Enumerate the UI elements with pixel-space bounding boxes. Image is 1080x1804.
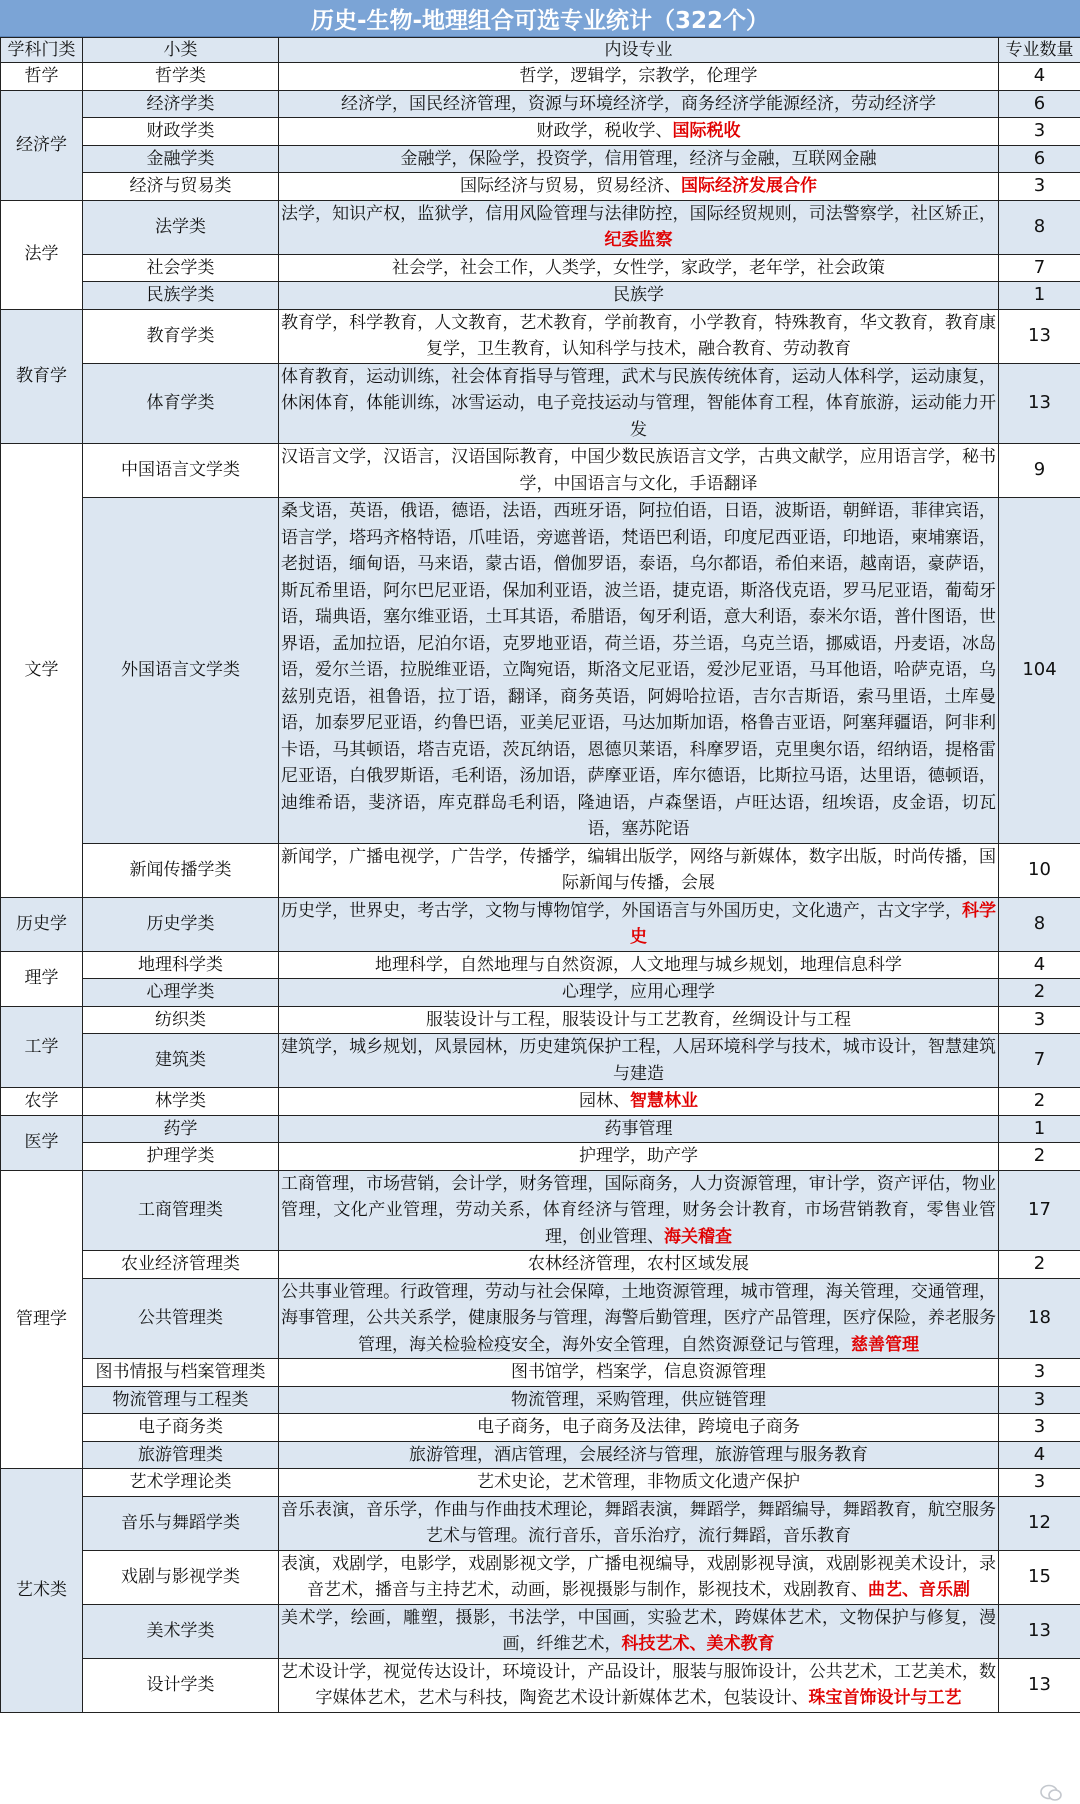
major-text: 药事管理	[604, 1118, 673, 1139]
table-row	[1, 1143, 1080, 1171]
major-text: 图书馆学，档案学，信息资源管理	[511, 1362, 766, 1382]
subcategory-cell: 音乐与舞蹈学类	[83, 1496, 279, 1550]
table-row	[1, 897, 1080, 951]
majors-cell	[279, 979, 999, 1007]
subcategory-cell: 戏剧与影视学类	[83, 1550, 279, 1604]
table-row	[1, 200, 1080, 254]
major-text: 法学，知识产权，监狱学，信用风险管理与法律防控，国际经贸规则，司法警察学，社区矫正，	[281, 203, 996, 224]
subcategory-cell: 心理学类	[83, 979, 279, 1007]
majors-cell	[279, 843, 999, 897]
subcategory-cell: 哲学类	[83, 63, 279, 91]
major-text: 工商管理，市场营销，会计学，财务管理，国际商务，人力资源管理，审计学，资产评估，物业管理，文化产业管理，劳动关系，体育经济与管理，财务会计教育，市场营销教育，零售业管理，创业管理、	[281, 1173, 996, 1247]
majors-cell	[279, 1251, 999, 1279]
table-row	[1, 444, 1080, 498]
subcategory-cell: 图书情报与档案管理类	[83, 1359, 279, 1387]
major-text: 金融学，保险学，投资学，信用管理，经济与金融，互联网金融	[400, 148, 877, 169]
count-cell: 7	[999, 254, 1080, 282]
table-row	[1, 173, 1080, 201]
category-cell: 法学	[1, 200, 83, 309]
major-text: 国际经济与贸易，贸易经济、	[460, 176, 681, 196]
subcategory-cell: 林学类	[83, 1088, 279, 1116]
major-text: 地理科学，自然地理与自然资源，人文地理与城乡规划，地理信息科学	[375, 954, 902, 975]
count-cell: 13	[999, 363, 1080, 444]
table-row	[1, 498, 1080, 844]
table-row	[1, 1006, 1080, 1034]
subcategory-cell: 公共管理类	[83, 1278, 279, 1359]
majors-cell	[279, 444, 999, 498]
major-text: 心理学，应用心理学	[562, 982, 715, 1002]
category-cell: 经济学	[1, 90, 83, 200]
table-row	[1, 118, 1080, 146]
count-cell: 8	[999, 200, 1080, 254]
table-row	[1, 1170, 1080, 1251]
subcategory-cell: 工商管理类	[83, 1170, 279, 1251]
highlighted-major: 纪委监察	[604, 230, 673, 250]
table-row	[1, 1496, 1080, 1550]
category-cell: 哲学	[1, 63, 83, 91]
table-row	[1, 1115, 1080, 1143]
subcategory-cell: 经济与贸易类	[83, 173, 279, 201]
count-cell: 10	[999, 843, 1080, 897]
subcategory-cell: 社会学类	[83, 254, 279, 282]
major-text: 表演，戏剧学，电影学，戏剧影视文学，广播电视编导，戏剧影视导演，戏剧影视美术设计，录音艺术，播音与主持艺术，动画，影视摄影与制作，影视技术，戏剧教育、	[281, 1553, 996, 1600]
count-cell: 3	[999, 1414, 1080, 1442]
subcategory-cell: 地理科学类	[83, 951, 279, 979]
count-cell: 18	[999, 1278, 1080, 1359]
count-cell: 3	[999, 1469, 1080, 1497]
subcategory-cell: 设计学类	[83, 1658, 279, 1712]
majors-cell	[279, 173, 999, 201]
table-row	[1, 1658, 1080, 1712]
majors-cell	[279, 1170, 999, 1251]
category-cell: 理学	[1, 951, 83, 1006]
majors-cell	[279, 63, 999, 91]
count-cell: 17	[999, 1170, 1080, 1251]
count-cell: 3	[999, 1006, 1080, 1034]
major-text: 桑戈语，英语，俄语，德语，法语，西班牙语，阿拉伯语，日语，波斯语，朝鲜语，菲律宾语，语言学，塔玛齐格特语，爪哇语，旁遮普语，梵语巴利语，印度尼西亚语，印地语，柬埔寨语，老挝语，缅甸语，马来语，蒙古语，僧伽罗语，泰语，乌尔都语，希伯来语，越南语，豪萨语，斯瓦希里语，阿尔巴尼亚语，保加利亚语，波兰语，捷克语，斯洛伐克语，罗马尼亚语，葡萄牙语，瑞典语，塞尔维亚语，土耳其语，希腊语，匈牙利语，意大利语，泰米尔语，普什图语，世界语，孟加拉语，尼泊尔语，克罗地亚语，荷兰语，芬兰语，乌克兰语，挪威语，丹麦语，冰岛语，爱尔兰语，拉脱维亚语，立陶宛语，斯洛文尼亚语，爱沙尼亚语，马耳他语，哈萨克语，乌兹别克语，祖鲁语，拉丁语，翻译，商务英语，阿姆哈拉语，吉尔吉斯语，索马里语，土库曼语，加泰罗尼亚语，约鲁巴语，亚美尼亚语，马达加斯加语，格鲁吉亚语，阿塞拜疆语，阿非利卡语，马其顿语，塔吉克语，茨瓦纳语，恩德贝莱语，科摩罗语，克里奥尔语，绍纳语，提格雷尼亚语，白俄罗斯语，毛利语，汤加语，萨摩亚语，库尔德语，比斯拉马语，达里语，德顿语，迪维希语，斐济语，库克群岛毛利语，隆迪语，卢森堡语，卢旺达语，纽埃语，皮金语，切瓦语，塞苏陀语	[281, 501, 996, 839]
count-cell: 4	[999, 951, 1080, 979]
subcategory-cell: 民族学类	[83, 282, 279, 310]
major-statistics-table	[0, 37, 1080, 1713]
subcategory-cell: 财政学类	[83, 118, 279, 146]
category-cell: 教育学	[1, 309, 83, 444]
majors-cell	[279, 1034, 999, 1088]
subcategory-cell: 金融学类	[83, 145, 279, 173]
subcategory-cell: 护理学类	[83, 1143, 279, 1171]
table-row	[1, 1550, 1080, 1604]
category-cell: 文学	[1, 444, 83, 898]
majors-cell	[279, 363, 999, 444]
header-subcategory: 小类	[83, 38, 279, 63]
count-cell: 8	[999, 897, 1080, 951]
major-text: 艺术史论，艺术管理，非物质文化遗产保护	[477, 1472, 800, 1492]
subcategory-cell: 旅游管理类	[83, 1441, 279, 1469]
category-cell: 工学	[1, 1006, 83, 1088]
majors-cell	[279, 1143, 999, 1171]
count-cell: 3	[999, 173, 1080, 201]
count-cell: 13	[999, 309, 1080, 363]
table-row	[1, 1034, 1080, 1088]
table-row	[1, 843, 1080, 897]
major-text: 电子商务，电子商务及法律，跨境电子商务	[477, 1417, 800, 1437]
majors-cell	[279, 1496, 999, 1550]
chat-bubble-icon	[1040, 1784, 1062, 1802]
major-text: 艺术设计学，视觉传达设计，环境设计，产品设计，服装与服饰设计，公共艺术，工艺美术，数字媒体艺术，艺术与科技，陶瓷艺术设计新媒体艺术，包装设计、	[281, 1661, 996, 1708]
subcategory-cell: 纺织类	[83, 1006, 279, 1034]
subcategory-cell: 教育学类	[83, 309, 279, 363]
major-text: 公共事业管理。行政管理，劳动与社会保障，土地资源管理，城市管理，海关管理，交通管理，海事管理，公共关系学，健康服务与管理，海警后勤管理，医疗产品管理，医疗保险，养老服务管理，海关检验检疫安全，海外安全管理，自然资源登记与管理，	[281, 1281, 996, 1355]
table-row	[1, 1251, 1080, 1279]
majors-cell	[279, 1550, 999, 1604]
count-cell: 1	[999, 282, 1080, 310]
majors-cell	[279, 1088, 999, 1116]
subcategory-cell: 美术学类	[83, 1604, 279, 1658]
table-row	[1, 1441, 1080, 1469]
subcategory-cell: 外国语言文学类	[83, 498, 279, 844]
subcategory-cell: 法学类	[83, 200, 279, 254]
subcategory-cell: 药学	[83, 1115, 279, 1143]
table-row	[1, 145, 1080, 173]
category-cell: 艺术类	[1, 1469, 83, 1713]
count-cell: 13	[999, 1658, 1080, 1712]
majors-cell	[279, 1278, 999, 1359]
count-cell: 3	[999, 118, 1080, 146]
majors-cell	[279, 282, 999, 310]
table-row	[1, 1278, 1080, 1359]
majors-cell	[279, 200, 999, 254]
major-text: 社会学，社会工作，人类学，女性学，家政学，老年学，社会政策	[392, 257, 885, 278]
table-title: 历史-生物-地理组合可选专业统计（322个）	[0, 0, 1080, 37]
table-row	[1, 1604, 1080, 1658]
header-count: 专业数量	[999, 38, 1080, 63]
major-text: 建筑学，城乡规划，风景园林，历史建筑保护工程，人居环境科学与技术，城市设计，智慧建筑与建造	[281, 1037, 996, 1084]
count-cell: 4	[999, 1441, 1080, 1469]
table-row	[1, 363, 1080, 444]
major-text: 经济学，国民经济管理，资源与环境经济学，商务经济学能源经济，劳动经济学	[341, 93, 936, 114]
major-text: 护理学，助产学	[579, 1146, 698, 1166]
highlighted-major: 国际经济发展合作	[681, 176, 817, 196]
subcategory-cell: 建筑类	[83, 1034, 279, 1088]
highlighted-major: 曲艺、音乐剧	[868, 1580, 970, 1600]
major-text: 物流管理，采购管理，供应链管理	[511, 1389, 766, 1410]
table-row	[1, 1386, 1080, 1414]
subcategory-cell: 新闻传播学类	[83, 843, 279, 897]
table-row	[1, 90, 1080, 118]
highlighted-major: 海关稽查	[664, 1226, 732, 1247]
table-row	[1, 1469, 1080, 1497]
count-cell: 2	[999, 1088, 1080, 1116]
major-text: 园林、	[579, 1091, 630, 1111]
count-cell: 7	[999, 1034, 1080, 1088]
majors-cell	[279, 1604, 999, 1658]
majors-cell	[279, 498, 999, 844]
table-row	[1, 951, 1080, 979]
count-cell: 2	[999, 1251, 1080, 1279]
category-cell: 农学	[1, 1088, 83, 1116]
table-row	[1, 1088, 1080, 1116]
count-cell: 4	[999, 63, 1080, 91]
category-cell: 历史学	[1, 897, 83, 951]
subcategory-cell: 历史学类	[83, 897, 279, 951]
count-cell: 1	[999, 1115, 1080, 1143]
count-cell: 3	[999, 1386, 1080, 1414]
category-cell: 管理学	[1, 1170, 83, 1469]
count-cell: 15	[999, 1550, 1080, 1604]
table-row	[1, 63, 1080, 91]
highlighted-major: 智慧林业	[630, 1091, 698, 1111]
subcategory-cell: 电子商务类	[83, 1414, 279, 1442]
majors-cell	[279, 1386, 999, 1414]
count-cell: 2	[999, 1143, 1080, 1171]
subcategory-cell: 体育学类	[83, 363, 279, 444]
major-text: 民族学	[613, 285, 664, 305]
subcategory-cell: 物流管理与工程类	[83, 1386, 279, 1414]
majors-cell	[279, 1414, 999, 1442]
majors-cell	[279, 1441, 999, 1469]
watermark	[1040, 1784, 1062, 1802]
majors-cell	[279, 951, 999, 979]
header-majors: 内设专业	[279, 38, 999, 63]
table-row	[1, 1359, 1080, 1387]
major-text: 哲学，逻辑学，宗教学，伦理学	[519, 66, 758, 86]
table-body	[1, 63, 1080, 1713]
count-cell: 3	[999, 1359, 1080, 1387]
table-row	[1, 979, 1080, 1007]
highlighted-major: 国际税收	[672, 121, 741, 141]
header-row	[1, 38, 1080, 63]
major-text: 汉语言文学，汉语言，汉语国际教育，中国少数民族语言文学，古典文献学，应用语言学，秘书学，中国语言与文化，手语翻译	[281, 447, 996, 494]
category-cell: 医学	[1, 1115, 83, 1170]
major-text: 音乐表演，音乐学，作曲与作曲技术理论，舞蹈表演，舞蹈学，舞蹈编导，舞蹈教育，航空服务艺术与管理。流行音乐，音乐治疗，流行舞蹈，音乐教育	[281, 1499, 996, 1546]
table-row	[1, 254, 1080, 282]
count-cell: 6	[999, 145, 1080, 173]
count-cell: 9	[999, 444, 1080, 498]
table-row	[1, 282, 1080, 310]
major-text: 新闻学，广播电视学，广告学，传播学，编辑出版学，网络与新媒体，数字出版，时尚传播，国际新闻与传播，会展	[281, 846, 996, 893]
highlighted-major: 科学史	[630, 900, 997, 947]
major-text: 体育教育，运动训练，社会体育指导与管理，武术与民族传统体育，运动人体科学，运动康复，休闲体育，体能训练，冰雪运动，电子竞技运动与管理，智能体育工程，体育旅游，运动能力开发	[281, 366, 996, 440]
highlighted-major: 珠宝首饰设计与工艺	[808, 1688, 962, 1708]
table-row	[1, 1414, 1080, 1442]
count-cell: 104	[999, 498, 1080, 844]
majors-cell	[279, 90, 999, 118]
major-text: 教育学，科学教育，人文教育，艺术教育，学前教育，小学教育，特殊教育，华文教育，教育康复学，卫生教育，认知科学与技术，融合教育、劳动教育	[281, 312, 996, 359]
table-row	[1, 309, 1080, 363]
major-text: 旅游管理，酒店管理，会展经济与管理，旅游管理与服务教育	[409, 1444, 868, 1465]
majors-cell	[279, 897, 999, 951]
majors-cell	[279, 254, 999, 282]
subcategory-cell: 艺术学理论类	[83, 1469, 279, 1497]
subcategory-cell: 经济学类	[83, 90, 279, 118]
count-cell: 6	[999, 90, 1080, 118]
major-text: 历史学，世界史，考古学，文物与博物馆学，外国语言与外国历史，文化遗产，古文字学，	[281, 900, 962, 921]
subcategory-cell: 农业经济管理类	[83, 1251, 279, 1279]
majors-cell	[279, 1359, 999, 1387]
count-cell: 12	[999, 1496, 1080, 1550]
major-text: 服装设计与工程，服装设计与工艺教育，丝绸设计与工程	[426, 1009, 851, 1030]
majors-cell	[279, 1006, 999, 1034]
majors-cell	[279, 309, 999, 363]
majors-cell	[279, 118, 999, 146]
major-text: 美术学，绘画，雕塑，摄影，书法学，中国画，实验艺术，跨媒体艺术，文物保护与修复，漫画，纤维艺术，	[281, 1607, 996, 1654]
count-cell: 13	[999, 1604, 1080, 1658]
majors-cell	[279, 145, 999, 173]
highlighted-major: 科技艺术、美术教育	[621, 1634, 775, 1654]
major-text: 财政学，税收学、	[536, 121, 673, 141]
header-category: 学科门类	[1, 38, 83, 63]
majors-cell	[279, 1115, 999, 1143]
major-text: 农林经济管理，农村区域发展	[528, 1254, 749, 1274]
highlighted-major: 慈善管理	[851, 1334, 919, 1355]
majors-cell	[279, 1469, 999, 1497]
subcategory-cell: 中国语言文学类	[83, 444, 279, 498]
majors-cell	[279, 1658, 999, 1712]
count-cell: 2	[999, 979, 1080, 1007]
